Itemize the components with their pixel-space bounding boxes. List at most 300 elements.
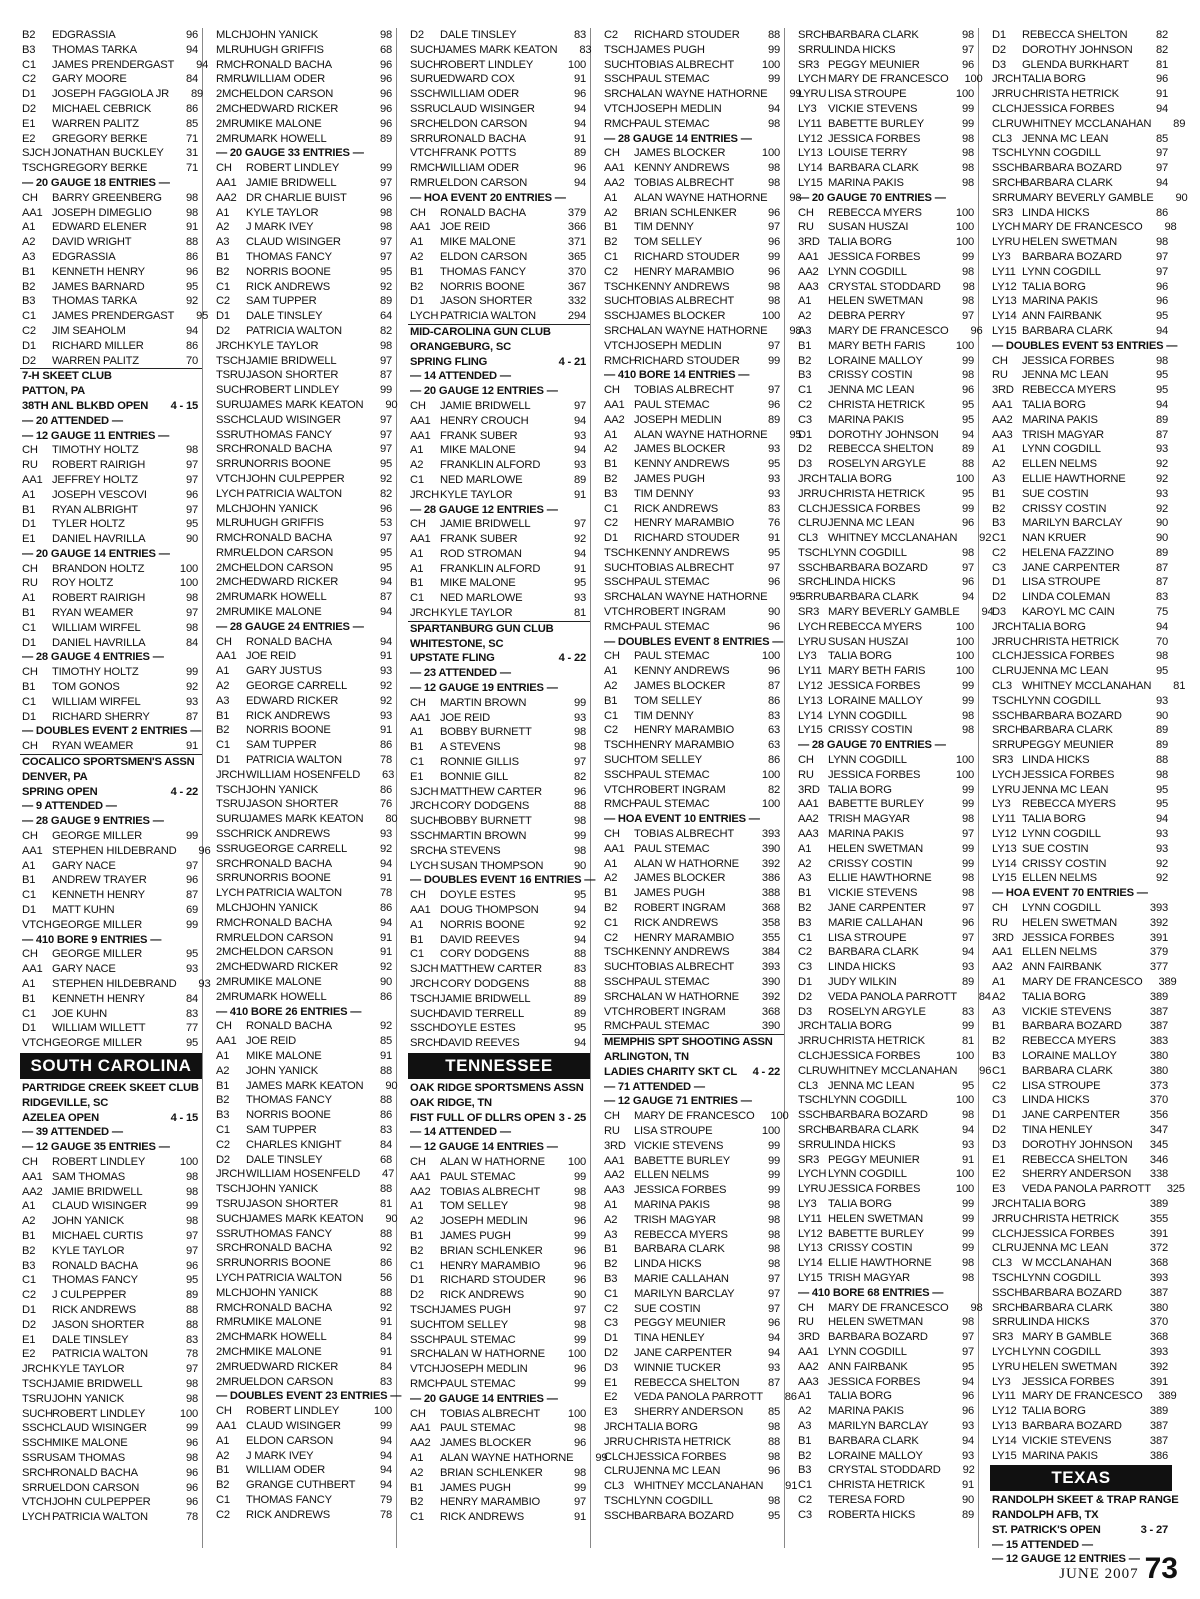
result-score: 96 bbox=[573, 1215, 586, 1228]
result-score: 366 bbox=[567, 221, 586, 234]
result-row bbox=[602, 842, 784, 857]
result-score: 92 bbox=[1155, 472, 1168, 485]
result-class: C1 bbox=[604, 1287, 618, 1300]
result-row bbox=[408, 947, 590, 962]
result-shooter: ELLEN NELMS bbox=[1022, 946, 1097, 959]
result-shooter: BOBBY BURNETT bbox=[440, 726, 532, 739]
result-class: AA1 bbox=[410, 221, 431, 234]
result-shooter: TOM SELLEY bbox=[440, 1318, 509, 1331]
result-class: C2 bbox=[604, 265, 618, 278]
result-score: 93 bbox=[767, 443, 780, 456]
result-score: 93 bbox=[185, 695, 198, 708]
result-shooter: MIKE MALONE bbox=[52, 1437, 128, 1450]
result-shooter: REBECCA SHELTON bbox=[1022, 29, 1128, 41]
result-score: 81 bbox=[1173, 680, 1186, 693]
result-row bbox=[408, 1170, 590, 1185]
result-shooter: KYLE TAYLOR bbox=[246, 339, 319, 352]
result-class: C1 bbox=[798, 931, 812, 944]
result-class: C2 bbox=[798, 1493, 812, 1506]
result-score: 94 bbox=[1155, 620, 1168, 633]
result-shooter: JAMES MARK KEATON bbox=[246, 813, 364, 826]
result-score: 380 bbox=[1149, 1301, 1168, 1314]
result-class: RMCH bbox=[410, 162, 443, 175]
result-class: A1 bbox=[22, 978, 36, 990]
result-row bbox=[990, 1345, 1172, 1360]
result-class: B3 bbox=[604, 487, 618, 500]
result-shooter: LYNN COGDILL bbox=[1022, 902, 1101, 915]
result-shooter: MIKE MALONE bbox=[246, 117, 322, 130]
issue-date: JUNE 2007 bbox=[1059, 1566, 1139, 1582]
result-shooter: JESSICA FORBES bbox=[828, 680, 921, 693]
result-row bbox=[20, 473, 202, 488]
result-shooter: MARILYN BARCLAY bbox=[1022, 517, 1123, 530]
result-score: 86 bbox=[185, 339, 198, 352]
result-class: AA1 bbox=[410, 1170, 431, 1183]
result-score: 380 bbox=[1149, 1064, 1168, 1077]
result-score: 92 bbox=[962, 1464, 975, 1477]
result-row bbox=[214, 753, 396, 768]
result-row bbox=[990, 235, 1172, 250]
result-class: C2 bbox=[604, 517, 618, 530]
event-heading: — 12 GAUGE 14 ENTRIES — bbox=[410, 1141, 558, 1154]
result-score: 97 bbox=[379, 176, 392, 189]
result-class: LY12 bbox=[798, 1227, 823, 1240]
event-heading: — DOUBLES EVENT 23 ENTRIES — bbox=[216, 1390, 402, 1403]
result-shooter: MARTIN BROWN bbox=[440, 830, 527, 843]
result-shooter: ELLEN NELMS bbox=[634, 1169, 709, 1182]
result-shooter: LYNN COGDILL bbox=[828, 1168, 907, 1181]
result-row bbox=[990, 620, 1172, 635]
result-row bbox=[20, 992, 202, 1007]
result-score: 99 bbox=[961, 1227, 974, 1240]
result-row bbox=[602, 590, 802, 605]
result-shooter: MATT KUHN bbox=[52, 904, 115, 917]
result-score: 99 bbox=[379, 384, 392, 397]
result-score: 96 bbox=[961, 384, 974, 397]
result-score: 98 bbox=[767, 1420, 780, 1433]
result-row bbox=[990, 842, 1172, 857]
result-row bbox=[602, 1124, 784, 1139]
result-class: B2 bbox=[216, 1479, 230, 1492]
result-row bbox=[990, 945, 1172, 960]
result-shooter: MICHAEL CURTIS bbox=[52, 1229, 144, 1242]
result-class: SUCH bbox=[604, 561, 635, 574]
result-class: A2 bbox=[992, 458, 1006, 471]
event-heading: — 28 GAUGE 9 ENTRIES — bbox=[22, 815, 164, 828]
result-shooter: PAUL STEMAC bbox=[440, 1170, 516, 1183]
result-row bbox=[214, 723, 396, 738]
result-shooter: GARY JUSTUS bbox=[246, 665, 322, 678]
result-class: RMRU bbox=[410, 176, 443, 189]
result-score: 94 bbox=[1155, 102, 1168, 115]
result-class: A1 bbox=[22, 1200, 36, 1213]
result-row bbox=[990, 1330, 1172, 1345]
result-shooter: JOHN CULPEPPER bbox=[52, 1496, 151, 1509]
result-shooter: KENNY ANDREWS bbox=[634, 280, 730, 293]
result-class: LY13 bbox=[798, 147, 823, 160]
result-score: 97 bbox=[379, 413, 392, 426]
result-row bbox=[796, 783, 978, 798]
result-score: 94 bbox=[573, 904, 586, 917]
result-shooter: RICHARD STOUDER bbox=[440, 1274, 546, 1287]
result-row bbox=[20, 918, 202, 933]
result-row bbox=[214, 280, 396, 295]
result-row bbox=[796, 472, 978, 487]
result-shooter: JOSEPH DIMEGLIO bbox=[52, 206, 152, 219]
result-row bbox=[796, 812, 978, 827]
result-row bbox=[990, 176, 1172, 191]
result-row bbox=[20, 294, 202, 309]
result-score: 100 bbox=[955, 635, 974, 648]
result-row bbox=[990, 354, 1172, 369]
result-shooter: ELLIE HAWTHORNE bbox=[828, 872, 932, 885]
result-score: 80 bbox=[385, 813, 398, 826]
result-row bbox=[990, 161, 1172, 176]
result-row bbox=[20, 102, 202, 117]
result-score: 68 bbox=[379, 43, 392, 56]
result-row bbox=[214, 1478, 396, 1493]
result-row bbox=[796, 1330, 978, 1345]
result-shooter: TIMOTHY HOLTZ bbox=[52, 666, 139, 679]
result-row bbox=[990, 1167, 1172, 1182]
result-score: 63 bbox=[767, 724, 780, 737]
result-class: B2 bbox=[604, 1258, 618, 1271]
result-class: RMCH bbox=[410, 1377, 443, 1390]
result-shooter: JAMES PUGH bbox=[634, 43, 705, 56]
result-shooter: LYNN COGDILL bbox=[828, 546, 907, 559]
result-shooter: SUSAN HUSZAI bbox=[828, 635, 909, 648]
result-row bbox=[214, 1360, 396, 1375]
result-class: D3 bbox=[992, 58, 1006, 71]
result-row bbox=[214, 398, 396, 413]
result-shooter: MARK HOWELL bbox=[246, 1331, 327, 1344]
results-page bbox=[20, 28, 1188, 1566]
result-class: SR3 bbox=[798, 58, 820, 71]
result-class: CH bbox=[216, 635, 232, 648]
result-row bbox=[408, 859, 590, 874]
result-score: 88 bbox=[767, 29, 780, 41]
result-row bbox=[602, 960, 784, 975]
result-row bbox=[408, 1347, 590, 1362]
result-score: 95 bbox=[379, 265, 392, 278]
result-class: VTCH bbox=[604, 339, 634, 352]
result-class: B1 bbox=[22, 874, 36, 887]
result-class: A3 bbox=[604, 1228, 618, 1241]
result-shooter: TOM GONOS bbox=[52, 681, 120, 694]
result-class: SRCH bbox=[604, 591, 635, 604]
result-class: LY3 bbox=[992, 798, 1011, 811]
result-shooter: TOM SELLEY bbox=[634, 754, 703, 767]
result-row bbox=[20, 532, 202, 547]
result-row bbox=[602, 117, 784, 132]
result-class: JRCH bbox=[992, 73, 1022, 86]
result-shooter: REBECCA SHELTON bbox=[828, 443, 934, 456]
result-row bbox=[214, 1241, 396, 1256]
result-shooter: LYNN COGDILL bbox=[828, 709, 907, 722]
result-row bbox=[408, 1495, 590, 1510]
result-shooter: DALE TINSLEY bbox=[52, 1333, 129, 1346]
result-class: SURU bbox=[216, 398, 247, 411]
result-class: JRRU bbox=[798, 1035, 828, 1048]
result-class: SUCH bbox=[410, 1007, 441, 1020]
result-shooter: JAMES BLOCKER bbox=[634, 147, 726, 160]
result-row bbox=[990, 1153, 1172, 1168]
result-row bbox=[214, 220, 396, 235]
result-row bbox=[214, 87, 396, 102]
result-class: LY3 bbox=[798, 1197, 817, 1210]
result-class: LYCH bbox=[410, 859, 439, 872]
result-row bbox=[408, 903, 590, 918]
result-score: 99 bbox=[767, 1169, 780, 1182]
result-shooter: TALIA BORG bbox=[828, 1197, 892, 1210]
result-shooter: MARINA PAKIS bbox=[828, 828, 904, 841]
result-class: AA3 bbox=[798, 280, 819, 293]
result-score: 387 bbox=[1149, 1286, 1168, 1299]
result-class: CH bbox=[410, 399, 426, 412]
result-shooter: HENRY MARAMBIO bbox=[440, 1496, 540, 1509]
result-shooter: FRANKLIN ALFORD bbox=[440, 459, 541, 472]
result-row bbox=[602, 546, 784, 561]
result-score: 94 bbox=[961, 1434, 974, 1447]
result-score: 92 bbox=[185, 681, 198, 694]
result-score: 97 bbox=[961, 902, 974, 915]
result-row bbox=[408, 696, 590, 711]
result-row bbox=[990, 531, 1172, 546]
result-shooter: JESSICA FORBES bbox=[828, 768, 921, 781]
result-class: AA2 bbox=[604, 176, 625, 189]
result-row bbox=[20, 1244, 202, 1259]
result-shooter: MARILYN BARCLAY bbox=[828, 1419, 929, 1432]
result-class: CH bbox=[22, 191, 38, 204]
result-score: 94 bbox=[379, 1464, 392, 1477]
result-class: AA2 bbox=[410, 1185, 431, 1198]
result-row bbox=[990, 1093, 1172, 1108]
result-score: 97 bbox=[1155, 147, 1168, 160]
result-row bbox=[214, 502, 396, 517]
result-class: CH bbox=[992, 902, 1008, 915]
result-class: SSCH bbox=[216, 413, 247, 426]
result-score: 97 bbox=[767, 339, 780, 352]
club-name: COCALICO SPORTSMEN'S ASSN bbox=[20, 754, 202, 770]
result-shooter: ELDON CARSON bbox=[246, 931, 334, 944]
result-shooter: BARBARA CLARK bbox=[1022, 1301, 1113, 1314]
event-heading: — 20 ATTENDED — bbox=[22, 414, 123, 427]
result-shooter: LOUISE TERRY bbox=[828, 147, 908, 160]
result-row bbox=[214, 472, 396, 487]
result-class: 2MCH bbox=[216, 88, 247, 101]
result-row bbox=[408, 1273, 590, 1288]
result-shooter: CRISSY COSTIN bbox=[828, 724, 913, 737]
event-heading: PARTRIDGE CREEK SKEET CLUB bbox=[22, 1081, 199, 1094]
event-heading: — 12 GAUGE 35 ENTRIES — bbox=[22, 1141, 170, 1154]
result-score: 91 bbox=[379, 724, 392, 737]
result-shooter: MARINA PAKIS bbox=[1022, 295, 1098, 308]
shoot-date: 4 - 15 bbox=[170, 1111, 198, 1124]
result-shooter: TYLER HOLTZ bbox=[52, 518, 125, 531]
result-class: B2 bbox=[410, 1496, 424, 1509]
result-class: JRCH bbox=[216, 768, 246, 781]
result-score: 95 bbox=[1155, 665, 1168, 678]
result-score: 97 bbox=[961, 43, 974, 56]
result-shooter: RONALD BACHA bbox=[246, 532, 332, 545]
result-shooter: JOSEPH MEDLIN bbox=[634, 102, 722, 115]
result-class: 2MRU bbox=[216, 606, 247, 619]
result-shooter: W MCCLANAHAN bbox=[1022, 1257, 1112, 1270]
result-score: 81 bbox=[379, 1197, 392, 1210]
result-row bbox=[408, 814, 590, 829]
result-score: 69 bbox=[185, 904, 198, 917]
result-score: 373 bbox=[1149, 1079, 1168, 1092]
result-class: AA1 bbox=[22, 206, 43, 219]
result-class: CH bbox=[604, 147, 620, 160]
result-class: AA1 bbox=[410, 1422, 431, 1435]
result-shooter: MARY BETH FARIS bbox=[828, 665, 926, 678]
result-shooter: JEFFREY HOLTZ bbox=[52, 473, 138, 486]
result-score: 86 bbox=[185, 250, 198, 263]
result-row bbox=[602, 339, 784, 354]
result-shooter: PAUL STEMAC bbox=[634, 398, 710, 411]
result-shooter: JAMES MARK KEATON bbox=[246, 1212, 364, 1225]
result-shooter: HENRY MARAMBIO bbox=[634, 931, 734, 944]
result-score: 98 bbox=[961, 295, 974, 308]
result-shooter: KYLE TAYLOR bbox=[52, 1244, 125, 1257]
result-row bbox=[602, 191, 802, 206]
result-row bbox=[796, 1389, 978, 1404]
result-score: 89 bbox=[573, 1007, 586, 1020]
result-class: CLCH bbox=[992, 650, 1022, 663]
result-row bbox=[214, 354, 396, 369]
result-row bbox=[20, 844, 211, 859]
result-row bbox=[796, 235, 978, 250]
result-score: 390 bbox=[761, 1020, 780, 1033]
result-class: B2 bbox=[604, 236, 618, 249]
result-row bbox=[602, 531, 784, 546]
result-shooter: ANN FAIRBANK bbox=[1022, 961, 1102, 974]
result-shooter: SAM TUPPER bbox=[246, 1123, 317, 1136]
result-row bbox=[796, 901, 978, 916]
result-class: VTCH bbox=[604, 102, 634, 115]
result-shooter: WARREN PALITZ bbox=[52, 354, 139, 367]
result-score: 88 bbox=[185, 1303, 198, 1316]
result-row bbox=[214, 857, 396, 872]
result-score: 98 bbox=[767, 176, 780, 189]
result-score: 98 bbox=[970, 1301, 983, 1314]
result-shooter: VICKIE STEVENS bbox=[634, 1139, 724, 1152]
result-score: 100 bbox=[955, 665, 974, 678]
result-score: 97 bbox=[961, 310, 974, 323]
result-class: A1 bbox=[410, 547, 424, 560]
result-class: C1 bbox=[992, 1064, 1006, 1077]
result-shooter: PAUL STEMAC bbox=[440, 1422, 516, 1435]
result-row bbox=[214, 1286, 396, 1301]
result-score: 89 bbox=[1155, 546, 1168, 559]
result-score: 392 bbox=[1149, 916, 1168, 929]
result-class: MLCH bbox=[216, 1286, 247, 1299]
result-class: LY15 bbox=[992, 872, 1017, 885]
result-score: 98 bbox=[573, 1318, 586, 1331]
result-row bbox=[20, 695, 202, 710]
shoot-name: AZELEA OPEN bbox=[22, 1111, 99, 1124]
result-class: SRCH bbox=[410, 844, 441, 857]
result-score: 99 bbox=[379, 162, 392, 175]
result-class: TSRU bbox=[22, 1392, 52, 1405]
result-score: 98 bbox=[961, 709, 974, 722]
result-score: 95 bbox=[185, 1037, 198, 1050]
result-row bbox=[796, 723, 978, 738]
result-shooter: STEPHEN HILDEBRAND bbox=[52, 978, 177, 990]
result-row bbox=[796, 709, 978, 724]
result-score: 81 bbox=[961, 1035, 974, 1048]
result-shooter: CHRISTA HETRICK bbox=[1022, 635, 1119, 648]
result-class: A3 bbox=[798, 1419, 812, 1432]
result-score: 97 bbox=[185, 1229, 198, 1242]
result-row bbox=[20, 117, 202, 132]
result-class: E3 bbox=[604, 1406, 618, 1419]
result-score: 96 bbox=[185, 1437, 198, 1450]
result-class: 2MRU bbox=[216, 1360, 247, 1373]
result-shooter: RICK ANDREWS bbox=[246, 828, 331, 841]
result-class: E1 bbox=[22, 117, 36, 130]
result-score: 96 bbox=[573, 1437, 586, 1450]
shoot-name: 38TH ANL BLKBD OPEN bbox=[22, 399, 149, 412]
result-row bbox=[796, 1271, 978, 1286]
result-class: CH bbox=[22, 562, 38, 575]
result-shooter: BARBARA BOZARD bbox=[1022, 1419, 1122, 1432]
result-row bbox=[990, 1256, 1172, 1271]
result-shooter: MARK HOWELL bbox=[246, 591, 327, 604]
result-class: B2 bbox=[410, 1244, 424, 1257]
result-shooter: LYNN COGDILL bbox=[1022, 694, 1101, 707]
result-score: 98 bbox=[1155, 354, 1168, 367]
result-class: LY13 bbox=[992, 1419, 1017, 1432]
result-score: 97 bbox=[573, 518, 586, 531]
result-shooter: LYNN COGDILL bbox=[1022, 1271, 1101, 1284]
result-shooter: LYNN COGDILL bbox=[1022, 265, 1101, 278]
result-class: B1 bbox=[604, 694, 618, 707]
result-class: RU bbox=[798, 1316, 814, 1329]
result-row bbox=[602, 28, 784, 43]
result-score: 97 bbox=[961, 1331, 974, 1344]
result-shooter: CRISSY COSTIN bbox=[1022, 857, 1107, 870]
result-row bbox=[214, 664, 396, 679]
result-row bbox=[796, 886, 978, 901]
result-shooter: VICKIE STEVENS bbox=[828, 102, 918, 115]
result-class: CLCH bbox=[604, 1450, 634, 1463]
result-shooter: JAMES BLOCKER bbox=[634, 443, 726, 456]
result-class: SJCH bbox=[22, 147, 51, 160]
result-class: TSCH bbox=[992, 147, 1022, 160]
result-shooter: JOSEPH MEDLIN bbox=[440, 1363, 528, 1376]
result-row bbox=[20, 1199, 202, 1214]
result-row bbox=[20, 1185, 202, 1200]
result-row bbox=[796, 1241, 978, 1256]
result-shooter: REBECCA SHELTON bbox=[1022, 1153, 1128, 1166]
result-score: 95 bbox=[789, 591, 802, 604]
result-score: 98 bbox=[961, 265, 974, 278]
result-class: LYRU bbox=[798, 88, 827, 101]
result-shooter: RONALD BACHA bbox=[246, 857, 332, 870]
result-class: CL3 bbox=[992, 680, 1012, 693]
result-row bbox=[408, 785, 590, 800]
result-class: SRCH bbox=[22, 1466, 53, 1479]
result-class: SSCH bbox=[604, 310, 635, 323]
result-score: 89 bbox=[767, 413, 780, 426]
result-class: JRCH bbox=[992, 1197, 1022, 1210]
result-row bbox=[408, 517, 590, 532]
result-score: 96 bbox=[573, 1244, 586, 1257]
event-heading: — 71 ATTENDED — bbox=[604, 1080, 705, 1093]
result-shooter: TALIA BORG bbox=[828, 650, 892, 663]
